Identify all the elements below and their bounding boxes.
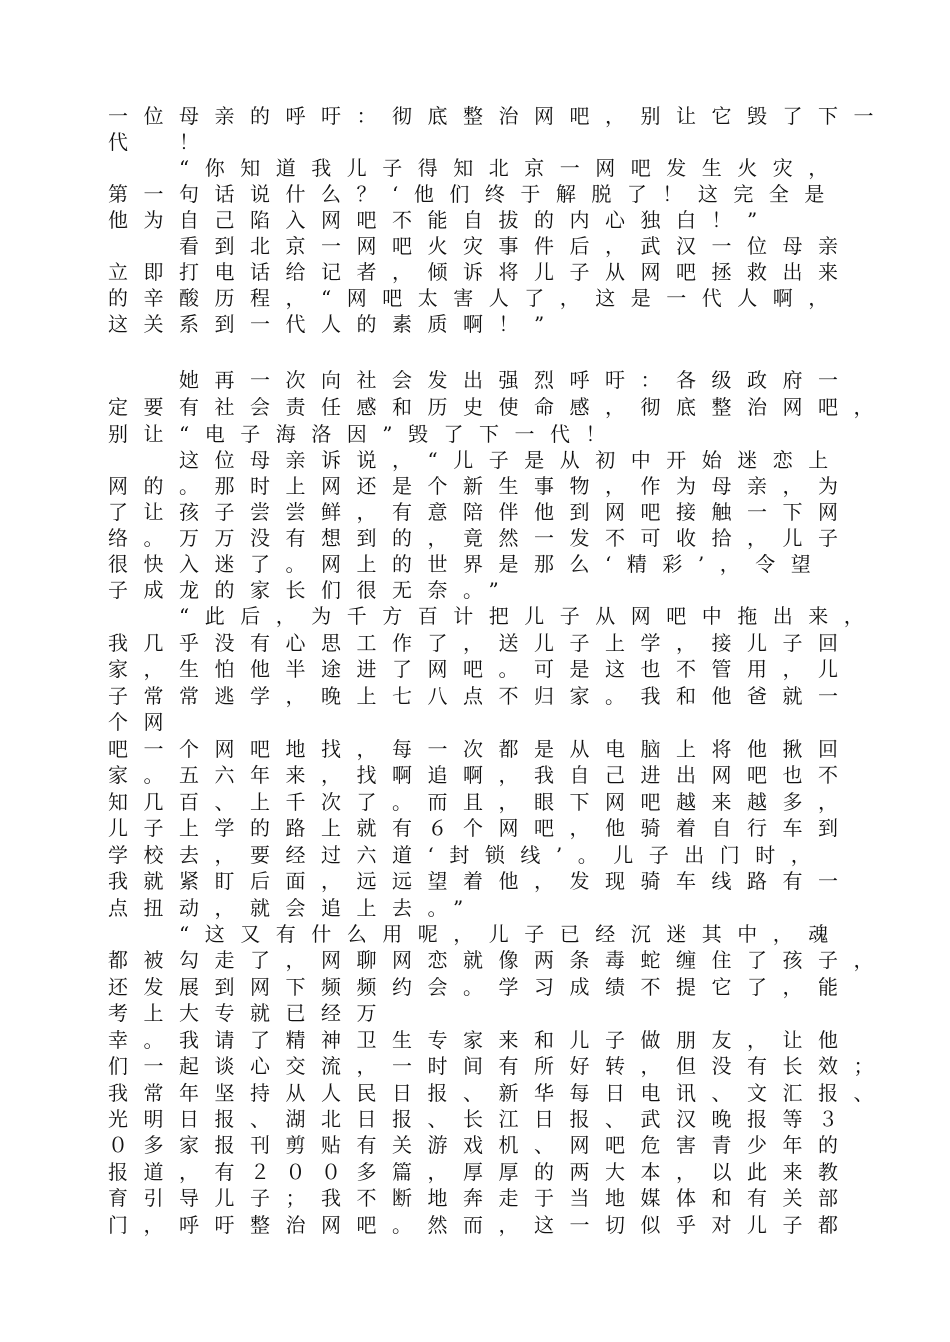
- text-line: 个网: [108, 710, 179, 734]
- text-line: 别让“电子海洛因”毁了下一代！: [108, 422, 621, 446]
- text-line: 的辛酸历程，“网吧太害人了，这是一代人啊，: [108, 286, 844, 310]
- text-line: 们一起谈心交流，一时间有所好转，但没有长效；: [108, 1054, 889, 1078]
- text-line: 家，生怕他半途进了网吧。可是这也不管用，儿: [108, 657, 854, 681]
- text-line: 光明日报、湖北日报、长江日报、武汉晚报等３: [108, 1107, 854, 1131]
- text-line: ０多家报刊剪贴有关游戏机、网吧危害青少年的: [108, 1133, 854, 1157]
- text-line: 考上大专就已经万: [108, 1001, 392, 1025]
- text-line: 络。万万没有想到的，竟然一发不可收拾，儿子: [108, 526, 854, 550]
- text-line: 定要有社会责任感和历史使命感，彻底整治网吧，: [108, 395, 889, 419]
- text-line: 幸。我请了精神卫生专家来和儿子做朋友，让他: [108, 1028, 854, 1052]
- text-line: 报道，有２００多篇，厚厚的两大本，以此来教: [108, 1160, 854, 1184]
- text-line: 家。五六年来，找啊追啊，我自己进出网吧也不: [108, 763, 854, 787]
- text-line: 这位母亲诉说，“儿子是从初中开始迷恋上: [108, 448, 844, 472]
- text-line: 子常常逃学，晚上七八点不归家。我和他爸就一: [108, 684, 854, 708]
- text-line: 立即打电话给记者，倾诉将儿子从网吧拯救出来: [108, 260, 854, 284]
- text-line: 育引导儿子；我不断地奔走于当地媒体和有关部: [108, 1186, 854, 1210]
- text-line: 他为自己陷入网吧不能自拔的内心独白！”: [108, 208, 773, 232]
- text-line: “你知道我儿子得知北京一网吧发生火灾，: [108, 156, 844, 180]
- text-line: 学校去，要经过六道‘封锁线’。儿子出门时，: [108, 843, 827, 867]
- text-line: 我常年坚持从人民日报、新华每日电讯、文汇报、: [108, 1081, 889, 1105]
- text-line: 第一句话说什么？‘他们终于解脱了！这完全是: [108, 182, 840, 206]
- text-line: 我就紧盯后面，远远望着他，发现骑车线路有一: [108, 869, 854, 893]
- text-line: 门，呼吁整治网吧。然而，这一切似乎对儿子都: [108, 1213, 854, 1237]
- text-line: 知几百、上千次了。而且，眼下网吧越来越多，: [108, 790, 854, 814]
- text-line: 了让孩子尝尝鲜，有意陪伴他到网吧接触一下网: [108, 500, 854, 524]
- text-line: 看到北京一网吧火灾事件后，武汉一位母亲: [108, 234, 854, 258]
- text-line: “此后，为千方百计把儿子从网吧中拖出来，: [108, 604, 880, 628]
- text-line: 点扭动，就会追上去。”: [108, 896, 479, 920]
- text-line: 子成龙的家长们很无奈。”: [108, 578, 515, 602]
- text-line: 吧一个网吧地找，每一次都是从电脑上将他揪回: [108, 737, 854, 761]
- text-line: 都被勾走了，网聊网恋就像两条毒蛇缠住了孩子，: [108, 948, 889, 972]
- text-line: 一位母亲的呼吁：彻底整治网吧，别让它毁了下一: [108, 104, 889, 128]
- text-line: 我几乎没有心思工作了，送儿子上学，接儿子回: [108, 631, 854, 655]
- text-line: 她再一次向社会发出强烈呼吁：各级政府一: [108, 368, 854, 392]
- text-line: “这又有什么用呢，儿子已经沉迷其中，魂: [108, 922, 844, 946]
- text-line: 这关系到一代人的素质啊！”: [108, 312, 560, 336]
- text-line: 儿子上学的路上就有６个网吧，他骑着自行车到: [108, 816, 854, 840]
- text-line: 还发展到网下频频约会。学习成绩不提它了，能: [108, 975, 854, 999]
- text-line: 很快入迷了。网上的世界是那么‘精彩’，令望: [108, 552, 827, 576]
- text-line: 网的。那时上网还是个新生事物，作为母亲，为: [108, 474, 854, 498]
- text-line: 代 ！: [108, 130, 215, 154]
